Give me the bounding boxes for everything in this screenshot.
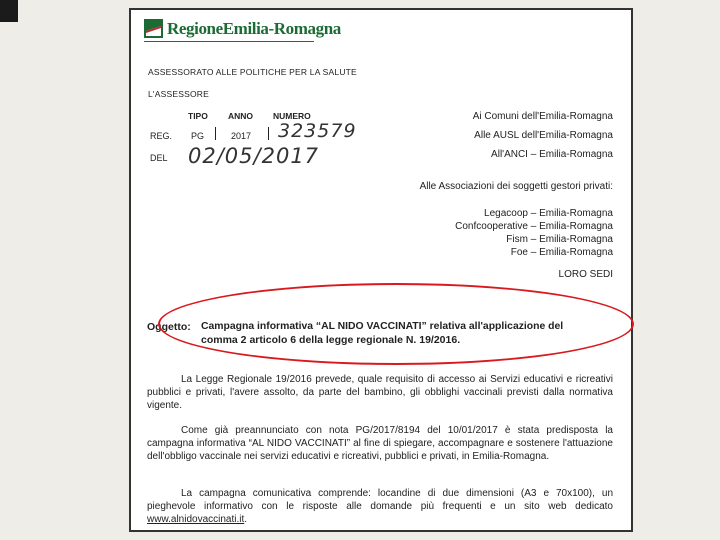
body-paragraph-3-end: . (244, 514, 248, 525)
protocol-number-handwritten: 323579 (278, 120, 357, 142)
protocol-header-anno: ANNO (228, 111, 254, 121)
protocol-divider (215, 127, 216, 140)
slide-accent-bar (0, 0, 18, 22)
regione-flag-icon (144, 19, 163, 38)
logo-underline (144, 41, 314, 42)
regione-logo-text: RegioneEmilia-Romagna (167, 19, 341, 38)
association-fism: Fism – Emilia-Romagna (506, 234, 613, 245)
recipient-anci: All'ANCI – Emilia-Romagna (491, 149, 613, 160)
protocol-divider (268, 127, 269, 140)
subject-label: Oggetto: (147, 321, 191, 333)
association-legacoop: Legacoop – Emilia-Romagna (484, 208, 613, 219)
body-paragraph-1 (147, 373, 613, 412)
subject-line-1: Campagna informativa “AL NIDO VACCINATI” relativa all'applicazione del (201, 321, 564, 332)
associations-intro: Alle Associazioni dei soggetti gestori privati: (419, 181, 613, 192)
letter-document (129, 8, 633, 532)
subject-line-2: comma 2 articolo 6 della legge regionale N. 19/2016. (201, 334, 461, 346)
subject-highlight-oval (158, 283, 634, 365)
body-paragraph-3-text: La campagna comunicativa comprende: locandine di due dimensioni (A3 e 70x100), un pieghevole informativo con le risposte alle domande più frequenti e un sito web dedicato (147, 488, 613, 512)
protocol-header-tipo: TIPO (188, 111, 208, 121)
body-paragraph-3 (147, 487, 613, 526)
reg-label: REG. (150, 131, 173, 141)
association-confcooperative: Confcooperative – Emilia-Romagna (455, 221, 613, 232)
campaign-website-link[interactable]: www.alnidovaccinati.it (147, 514, 245, 525)
recipient-comuni: Ai Comuni dell'Emilia-Romagna (472, 111, 613, 122)
del-label: DEL (150, 153, 168, 163)
loro-sedi: LORO SEDI (558, 269, 613, 280)
body-paragraph-2-text: Come già preannunciato con nota PG/2017/8194 del 10/01/2017 è stata predisposta la campagna informativa “AL NIDO VACCINATI” al fine di spiegare, accompagnare e sostenere l'attuazione dell'obbligo vaccinale nei servizi educativi e ricreativi, pubblici e privati, in Emilia-Romagna. (147, 425, 613, 462)
role-label: L'ASSESSORE (148, 89, 209, 99)
protocol-header-numero: NUMERO (273, 111, 311, 121)
association-foe: Foe – Emilia-Romagna (510, 247, 613, 258)
department-label: ASSESSORATO ALLE POLITICHE PER LA SALUTE (148, 67, 357, 77)
protocol-anno-value: 2017 (231, 131, 252, 141)
protocol-date-handwritten: 02/05/2017 (188, 144, 320, 168)
recipient-ausl: Alle AUSL dell'Emilia-Romagna (474, 130, 613, 141)
protocol-tipo-value: PG (191, 131, 205, 141)
body-paragraph-1-text: La Legge Regionale 19/2016 prevede, quale requisito di accesso ai Servizi educativi e ricreativi pubblici e privati, l'avere assolto, da parte del bambino, gli obblighi vaccinali previsti dalla normativa vigente. (147, 374, 613, 411)
body-paragraph-2 (147, 424, 613, 463)
